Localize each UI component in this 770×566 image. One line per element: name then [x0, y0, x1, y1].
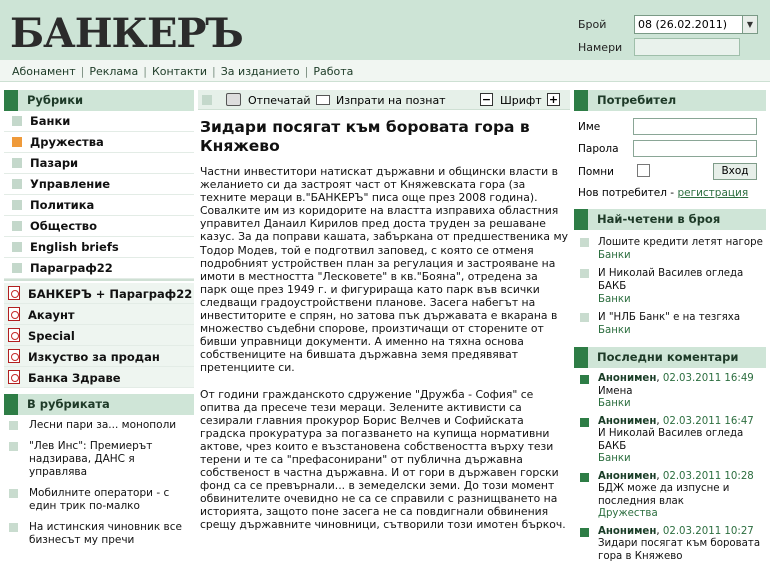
rubric-item-society[interactable]: Общество [4, 216, 194, 237]
bullet-square-icon [580, 375, 589, 384]
remember-checkbox[interactable] [637, 164, 650, 177]
site-header [0, 0, 770, 60]
issue-select[interactable] [634, 15, 758, 34]
site-logo[interactable]: БАНКЕРЪ [10, 14, 243, 54]
bullet-square-icon [12, 200, 22, 210]
password-label: Парола [578, 143, 619, 155]
pdf-item-account[interactable]: Акаунт [4, 304, 194, 325]
pdf-icon [8, 328, 20, 342]
font-decrease-button[interactable]: − [480, 93, 493, 106]
username-field[interactable] [633, 118, 757, 135]
nav-advertising[interactable]: Реклама [89, 65, 138, 78]
bullet-square-icon [580, 418, 589, 427]
right-sidebar [574, 90, 766, 566]
envelope-icon[interactable] [316, 95, 330, 105]
article-body [198, 165, 570, 532]
bullet-square-icon [9, 442, 18, 451]
rubric-item-markets[interactable]: Пазари [4, 153, 194, 174]
related-article-link[interactable]: Лесни пари за... монополи [4, 415, 194, 436]
rubric-item-paragraph22[interactable]: Параграф22 [4, 258, 194, 279]
rubric-item-banks[interactable]: Банки [4, 111, 194, 132]
comment-item[interactable]: Анонимен, 02.03.2011 10:28 БДЖ може да изпусне и последния влак Дружества [574, 469, 766, 524]
pdf-item-bank-health[interactable]: Банка Здраве [4, 367, 194, 388]
bullet-square-icon [202, 95, 212, 105]
find-label: Намери [578, 41, 622, 54]
printer-icon[interactable] [226, 93, 241, 106]
print-link[interactable]: Отпечатай [248, 94, 311, 107]
most-read-item[interactable]: И "НЛБ Банк" е на тезгяха Банки [574, 308, 766, 339]
bullet-square-icon [580, 528, 589, 537]
login-button[interactable]: Вход [713, 163, 757, 180]
nav-subscription[interactable]: Абонамент [12, 65, 76, 78]
issue-select-value: 08 (26.02.2011) [638, 18, 727, 31]
bullet-square-icon [12, 221, 22, 231]
username-label: Име [578, 121, 600, 133]
remember-label: Помни [578, 166, 614, 178]
bullet-square-icon [9, 489, 18, 498]
bullet-square-icon [12, 263, 22, 273]
bullet-square-icon [12, 116, 22, 126]
pdf-item-bankerp22[interactable]: БАНКЕРЪ + Параграф22 [4, 283, 194, 304]
article-toolbar [198, 90, 570, 110]
bullet-square-icon [580, 238, 589, 247]
pdf-icon [8, 307, 20, 321]
rubric-item-english-briefs[interactable]: English briefs [4, 237, 194, 258]
register-link[interactable]: регистрация [677, 187, 748, 199]
rubrics-heading: Рубрики [4, 90, 194, 111]
user-heading: Потребител [574, 90, 766, 111]
article-column [198, 90, 570, 532]
comment-item[interactable]: Анонимен, 02.03.2011 16:49 Имена Банки [574, 371, 766, 414]
most-read-item[interactable]: Лошите кредити летят нагоре Банки [574, 233, 766, 264]
comment-item[interactable]: Анонимен, 02.03.2011 10:27 Зидари посягат към боровата гора в Княжево [574, 524, 766, 566]
new-user-text: Нов потребител - регистрация [578, 187, 748, 199]
bullet-square-icon [12, 158, 22, 168]
bullet-square-icon [9, 421, 18, 430]
font-increase-button[interactable]: + [547, 93, 560, 106]
article-title: Зидари посягат към боровата гора в Княжево [198, 118, 570, 156]
related-article-link[interactable]: Мобилните оператори - с един трик по-малко [4, 483, 194, 517]
chevron-down-icon[interactable]: ▼ [742, 16, 757, 33]
rubric-item-management[interactable]: Управление [4, 174, 194, 195]
login-form [574, 111, 766, 223]
font-label: Шрифт [500, 94, 542, 107]
related-heading: В рубриката [4, 394, 194, 415]
pdf-icon [8, 286, 20, 300]
related-article-link[interactable]: "Лев Инс": Премиерът надзирава, ДАНС я управлява [4, 436, 194, 483]
most-read-heading: Най-четени в броя [574, 209, 766, 230]
bullet-square-icon [12, 179, 22, 189]
send-to-friend-link[interactable]: Изпрати на познат [336, 94, 446, 107]
article-paragraph: От години гражданското сдружение "Дружба - София" се опитва да пресече тези мераци. Зелените активисти са сезирали главния прокурор Борис Велчев и Софийската градска прокуратура за погазването на купища нормативни актове, чрез които е възстановена собствеността върху тези терени и те са "префасонирани" от публична държавна собственост в частна държавна. И от гори в държавен горски фонд са се превърнали... в земеделски земи. До този момент обвинителите очевидно не са се справили с разнищването на историята, защото поне засега не са повдигнали обвинения срещу държавните чиновници, сътворили този имотен бъркоч. [200, 388, 568, 532]
left-sidebar [4, 90, 194, 551]
rubric-item-politics[interactable]: Политика [4, 195, 194, 216]
most-read-item[interactable]: И Николай Василев огледа БАКБ Банки [574, 264, 766, 308]
issue-label: Брой [578, 18, 606, 31]
bullet-square-icon [580, 313, 589, 322]
nav-about[interactable]: За изданието [221, 65, 300, 78]
top-navigation: Абонамент | Реклама | Контакти | За изданието | Работа [0, 60, 770, 82]
bullet-square-icon [9, 523, 18, 532]
pdf-icon [8, 370, 20, 384]
article-paragraph: Частни инвеститори натискат държавни и общински власти в желанието си да застроят част от Княжевската гора (за техните мераци в."БАНКЕРЪ" писа още през 2008 година). Совалките им из коридорите на властта изправиха областния управител Данаил Кирилов пред доста труден за решаване казус. За да поправи кашата, забъркана от предшественика му Тодор Модев, той е подготвил заповед, с която се отменя подробният устройствен план за регулация и застрояване на имоти в местността "Лесковете" в кв."Бояна", отредена за парк още през 1949 г. и фигурираща като парк във всички следващи градоустройствени планове. Засега набегът на инвеститорите е спрян, но затова пък държавата е вкарана в множество съдебни спорове, произтичащи от сторените от бивши управници документи. А именно на тяхна основа собствениците на бившата държавна земя предявяват претенциите си. [200, 165, 568, 375]
nav-jobs[interactable]: Работа [313, 65, 353, 78]
related-article-link[interactable]: На истинския чиновник все бизнесът му пречи [4, 517, 194, 551]
pdf-icon [8, 349, 20, 363]
comments-heading: Последни коментари [574, 347, 766, 368]
bullet-square-icon [12, 242, 22, 252]
bullet-square-icon [12, 137, 22, 147]
pdf-item-special[interactable]: Special [4, 325, 194, 346]
pdf-item-art-for-sale[interactable]: Изкуство за продан [4, 346, 194, 367]
nav-contacts[interactable]: Контакти [152, 65, 207, 78]
bullet-square-icon [580, 269, 589, 278]
bullet-square-icon [580, 473, 589, 482]
rubric-item-companies[interactable]: Дружества [4, 132, 194, 153]
search-input[interactable] [634, 38, 740, 56]
comment-item[interactable]: Анонимен, 02.03.2011 16:47 И Николай Василев огледа БАКБ Банки [574, 414, 766, 469]
password-field[interactable] [633, 140, 757, 157]
